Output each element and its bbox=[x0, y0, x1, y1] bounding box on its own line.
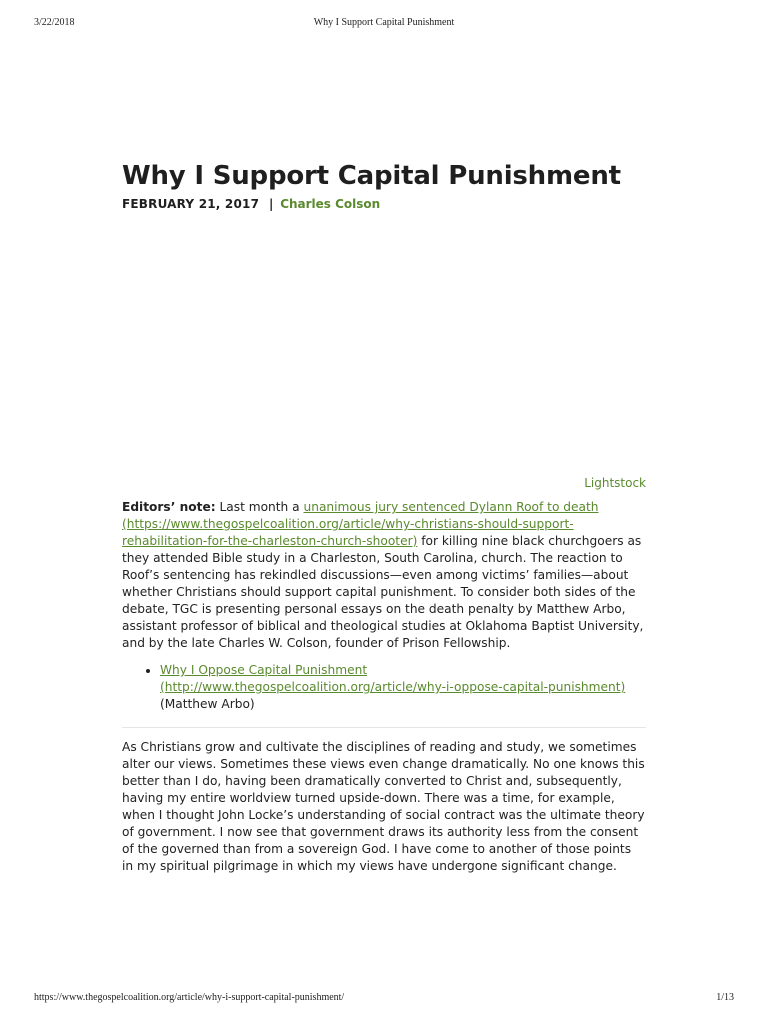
section-divider bbox=[122, 727, 646, 728]
article-meta bbox=[122, 195, 646, 213]
editors-note bbox=[122, 499, 646, 652]
editors-note-text-before: Last month a bbox=[215, 500, 304, 514]
print-header bbox=[34, 17, 734, 31]
featured-image bbox=[122, 213, 646, 471]
meta-separator: | bbox=[268, 197, 274, 211]
print-url: https://www.thegospelcoalition.org/article/why-i-support-capital-punishment/ bbox=[34, 992, 345, 1003]
article-title: Why I Support Capital Punishment bbox=[122, 161, 621, 191]
editors-note-text-after: for killing nine black churchgoers as they attended Bible study in a Charleston, South Carolina, church. The reaction to Roof’s sentencing has rekindled discussions—even among victims’ families—about whether Christians should support capital punishment. To consider both sides of the debate, TGC is presenting personal essays on the death penalty by Matthew Arbo, assistant professor of biblical and theological studies at Oklahoma Baptist University, and by the late Charles W. Colson, founder of Prison Fellowship. bbox=[122, 534, 644, 650]
article-date: FEBRUARY 21, 2017 bbox=[122, 197, 260, 211]
image-caption: Lightstock bbox=[584, 476, 646, 490]
author-link[interactable]: Charles Colson bbox=[280, 197, 381, 211]
related-article-author: (Matthew Arbo) bbox=[160, 697, 255, 711]
article bbox=[122, 160, 646, 875]
print-title: Why I Support Capital Punishment bbox=[313, 17, 455, 28]
oppose-capital-punishment-link[interactable]: Why I Oppose Capital Punishment (http://www.thegospelcoalition.org/article/why-i-oppose-capital-punishment) bbox=[160, 663, 626, 694]
roof-sentence-link[interactable]: unanimous jury sentenced Dylann Roof to death (https://www.thegospelcoalition.org/article/why-christians-should-support-rehabilitation-for-the-charleston-church-shooter) bbox=[122, 500, 599, 548]
related-article-item bbox=[160, 662, 646, 713]
related-articles-list bbox=[122, 662, 646, 713]
print-footer bbox=[34, 992, 734, 1006]
page-number: 1/13 bbox=[716, 992, 734, 1003]
body-paragraph: As Christians grow and cultivate the disciplines of reading and study, we sometimes alter our views. Sometimes these views even change dramatically. No one knows this better than I do, having been dramatically converted to Christ and, subsequently, having my entire worldview turned upside-down. There was a time, for example, when I thought John Locke’s understanding of social contract was the ultimate theory of government. I now see that government draws its authority less from the consent of the governed than from a sovereign God. I have come to another of those points in my spiritual pilgrimage in which my views have undergone significant change. bbox=[122, 740, 645, 873]
print-date: 3/22/2018 bbox=[34, 17, 75, 28]
editors-note-label: Editors’ note: bbox=[122, 500, 216, 514]
